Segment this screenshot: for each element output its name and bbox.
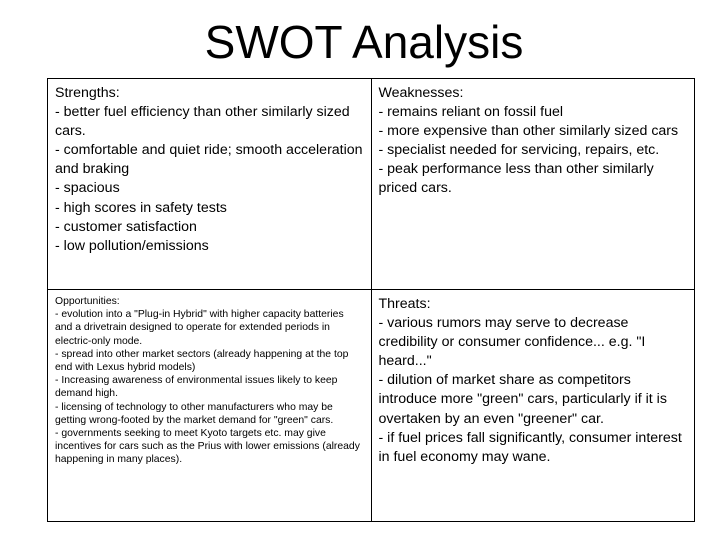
strengths-item: - comfortable and quiet ride; smooth acceleration and braking bbox=[55, 142, 363, 178]
threats-quadrant bbox=[379, 295, 688, 467]
page-title: SWOT Analysis bbox=[204, 16, 524, 68]
threats-item: - various rumors may serve to decrease credibility or consumer confidence... e.g. "I heard..." bbox=[378, 315, 646, 370]
strengths-item: - spacious bbox=[55, 180, 120, 197]
strengths-item: - customer satisfaction bbox=[55, 218, 197, 235]
opportunities-cell bbox=[48, 290, 372, 522]
opportunities-item: - governments seeking to meet Kyoto targets etc. may give incentives for cars such as the Prius with lower emissions (already happening in many places). bbox=[55, 428, 360, 466]
strengths-item: - low pollution/emissions bbox=[55, 237, 209, 254]
weaknesses-cell bbox=[371, 79, 695, 290]
strengths-quadrant bbox=[55, 84, 364, 256]
weaknesses-quadrant bbox=[379, 84, 688, 199]
strengths-cell bbox=[48, 79, 372, 290]
opportunities-quadrant bbox=[55, 295, 364, 467]
weaknesses-item: - more expensive than other similarly sized cars bbox=[378, 123, 679, 140]
strengths-heading: Strengths: bbox=[55, 85, 120, 101]
opportunities-heading: Opportunities: bbox=[55, 296, 120, 307]
strengths-item: - high scores in safety tests bbox=[55, 199, 227, 216]
threats-heading: Threats: bbox=[378, 296, 431, 312]
threats-cell bbox=[371, 290, 695, 522]
opportunities-item: - Increasing awareness of environmental issues likely to keep demand high. bbox=[55, 375, 338, 400]
opportunities-item: - spread into other market sectors (already happening at the top end with Lexus hybrid models) bbox=[55, 348, 349, 374]
threats-item: - dilution of market share as competitors introduce more "green" cars, particularly if it is overtaken by an even "greener" car. bbox=[378, 372, 667, 427]
opportunities-item: - evolution into a "Plug-in Hybrid" with higher capacity batteries and a drivetrain designed to operate for extended periods in electric-only mode. bbox=[55, 309, 344, 347]
weaknesses-item: - specialist needed for servicing, repairs, etc. bbox=[378, 142, 660, 159]
opportunities-item: - licensing of technology to other manufacturers who may be getting wrong-footed by the market demand for "green" cars. bbox=[55, 401, 334, 426]
threats-item: - if fuel prices fall significantly, consumer interest in fuel economy may wane. bbox=[378, 429, 682, 465]
swot-table bbox=[47, 78, 695, 522]
strengths-item: - better fuel efficiency than other similarly sized cars. bbox=[55, 104, 350, 140]
weaknesses-item: - remains reliant on fossil fuel bbox=[378, 104, 564, 121]
weaknesses-heading: Weaknesses: bbox=[378, 85, 464, 101]
weaknesses-item: - peak performance less than other similarly priced cars. bbox=[378, 161, 654, 197]
